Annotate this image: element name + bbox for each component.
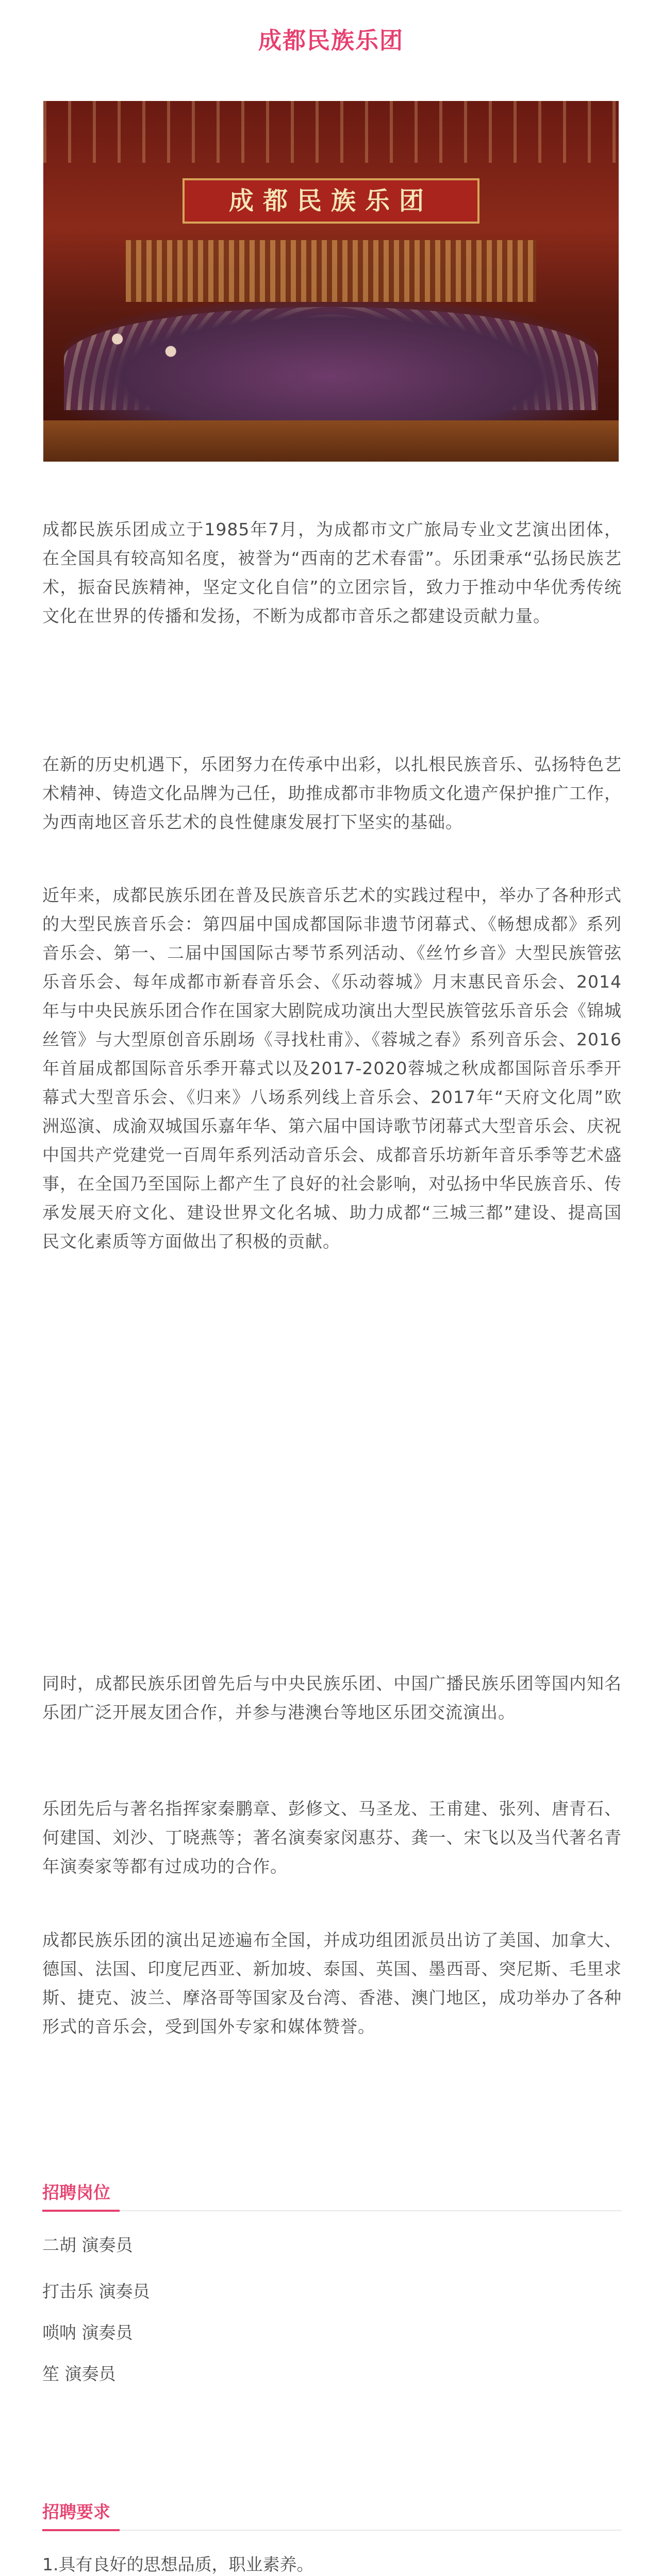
intro-paragraph-1: 成都民族乐团成立于1985年7月，为成都市文广旅局专业文艺演出团体，在全国具有较高知名度，被誉为“西南的艺术春雷”。乐团秉承“弘扬民族艺术，振奋民族精神，坚定文化自信”的立团宗旨，致力于推动中华优秀传统文化在世界的传播和发扬，不断为成都市音乐之都建设贡献力量。: [42, 519, 622, 626]
hall-lights: [43, 101, 619, 163]
hero-banner: 成都民族乐团: [183, 178, 479, 224]
page-title: 成都民族乐团: [258, 27, 404, 54]
orchestra-photo: [43, 101, 619, 462]
position-item: 打击乐 演奏员: [42, 2281, 150, 2301]
requirements-heading: 招聘要求: [42, 2502, 110, 2522]
positions-accent: [42, 2210, 120, 2212]
position-item: 二胡 演奏员: [42, 2235, 133, 2255]
pipe-organ: [126, 240, 536, 302]
position-item: 唢呐 演奏员: [42, 2323, 133, 2343]
requirements-divider: [42, 2530, 622, 2531]
positions-heading: 招聘岗位: [42, 2182, 110, 2202]
positions-divider: [42, 2210, 622, 2211]
intro-paragraph-2: 在新的历史机遇下，乐团努力在传承中出彩，以扎根民族音乐、弘扬特色艺术精神、铸造文化品牌为己任，助推成都市非物质文化遗产保护推广工作，为西南地区音乐艺术的良性健康发展打下坚实的基础。: [42, 754, 622, 832]
intro-paragraph-5: 乐团先后与著名指挥家秦鹏章、彭修文、马圣龙、王甫建、张列、唐青石、何建国、刘沙、丁晓燕等；著名演奏家闵惠芬、龚一、宋飞以及当代著名青年演奏家等都有过成功的合作。: [42, 1799, 622, 1876]
orchestra-members: [64, 302, 598, 426]
requirement-item: 1.具有良好的思想品质，职业素养。: [42, 2554, 314, 2574]
intro-paragraph-3: 近年来，成都民族乐团在普及民族音乐艺术的实践过程中，举办了各种形式的大型民族音乐会：第四届中国成都国际非遗节闭幕式、《畅想成都》系列音乐会、第一、二届中国国际古琴节系列活动、《丝竹乡音》大型民族管弦乐音乐会、每年成都市新春音乐会、《乐动蓉城》月末惠民音乐会、2014年与中央民族乐团合作在国家大剧院成功演出大型民族管弦乐音乐会《锦城丝管》与大型原创音乐剧场《寻找杜甫》、《蓉城之春》系列音乐会、2016年首届成都国际音乐季开幕式以及2017-2020蓉城之秋成都国际音乐季开幕式大型音乐会、《归来》八场系列线上音乐会、2017年“天府文化周”欧洲巡演、成渝双城国乐嘉年华、第六届中国诗歌节闭幕式大型音乐会、庆祝中国共产党建党一百周年系列活动音乐会、成都音乐坊新年音乐季等艺术盛事，在全国乃至国际上都产生了良好的社会影响，对弘扬中华民族音乐、传承发展天府文化、建设世界文化名城、助力成都“三城三都”建设、提高国民文化素质等方面做出了积极的贡献。: [42, 885, 622, 1251]
requirements-accent: [42, 2529, 120, 2531]
position-item: 笙 演奏员: [42, 2364, 116, 2384]
intro-paragraph-4: 同时，成都民族乐团曾先后与中央民族乐团、中国广播民族乐团等国内知名乐团广泛开展友团合作，并参与港澳台等地区乐团交流演出。: [42, 1673, 622, 1722]
stage-floor: [43, 420, 619, 462]
intro-paragraph-6: 成都民族乐团的演出足迹遍布全国，并成功组团派员出访了美国、加拿大、德国、法国、印度尼西亚、新加坡、泰国、英国、墨西哥、突尼斯、毛里求斯、捷克、波兰、摩洛哥等国家及台湾、香港、澳门地区，成功举办了各种形式的音乐会，受到国外专家和媒体赞誉。: [42, 1930, 622, 2037]
